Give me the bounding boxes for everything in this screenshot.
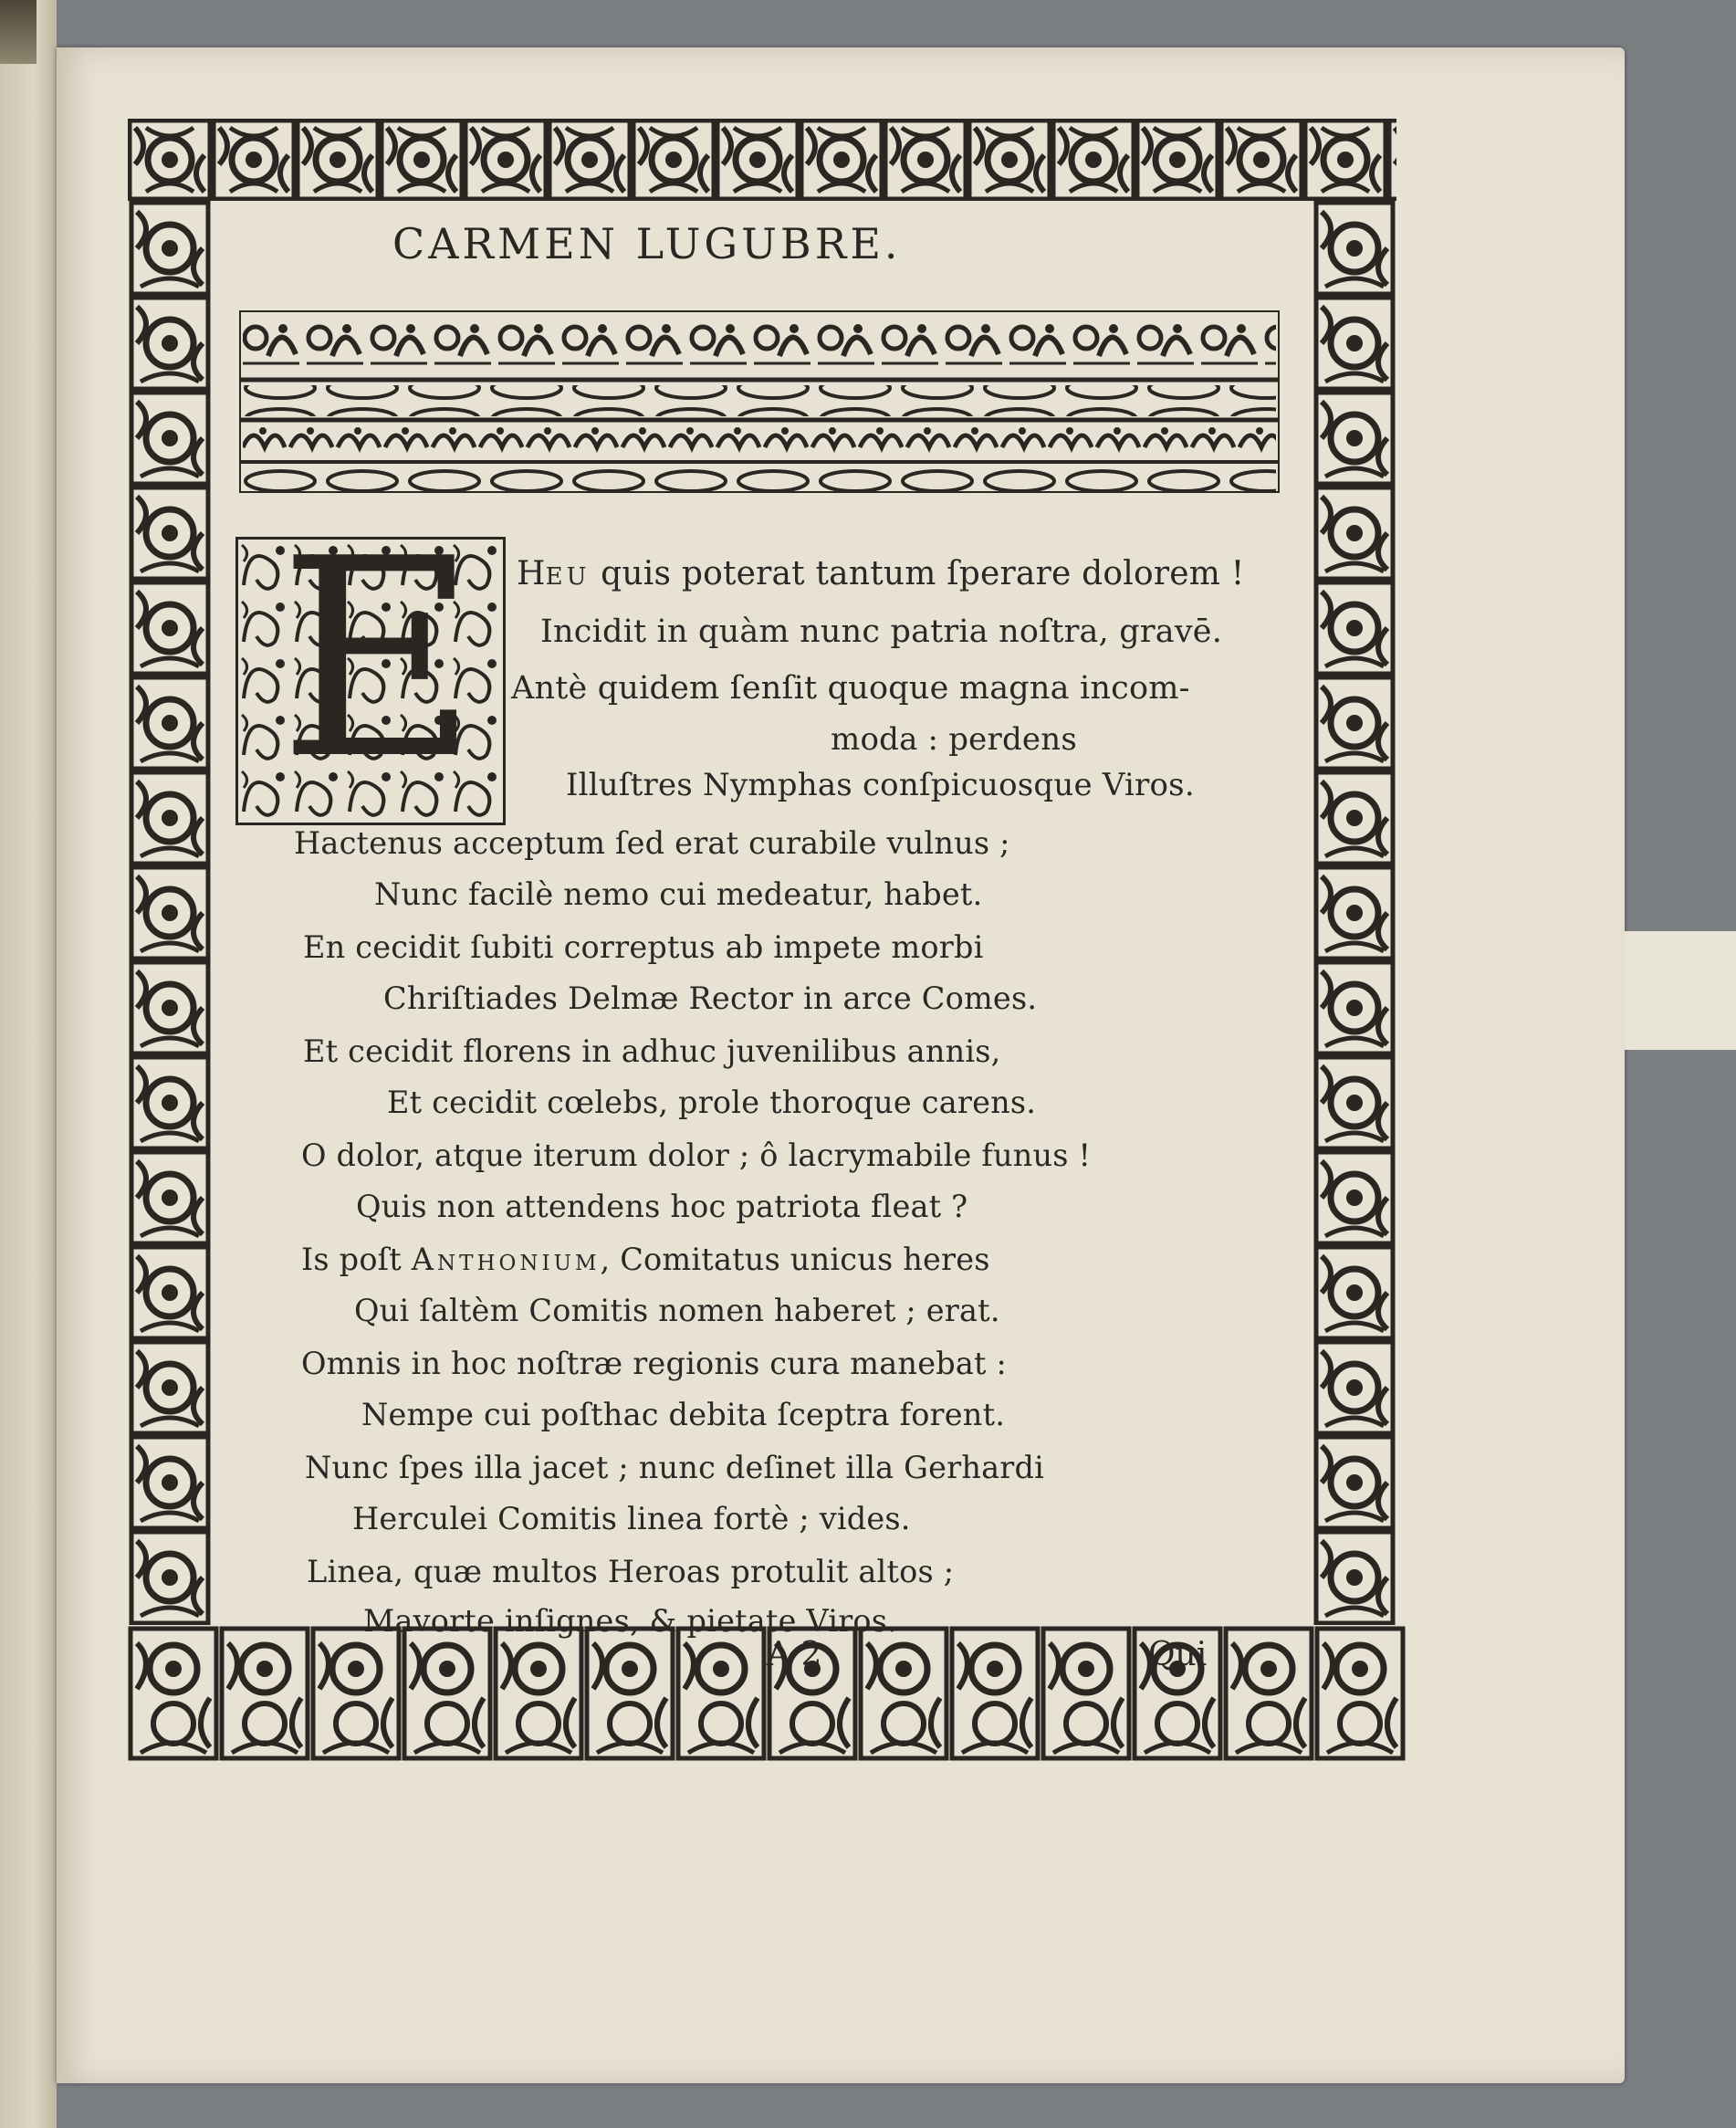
verse-line-4: moda : perdens <box>831 721 1077 758</box>
signature-mark: A 2 <box>767 1636 822 1673</box>
verse-line-9: Chriſtiades Delmæ Rector in arce Comes. <box>383 980 1038 1016</box>
binding-strip <box>0 0 37 64</box>
facing-page-edge <box>0 0 57 2128</box>
verse-line-13: Quis non attendens hoc patriota fleat ? <box>356 1189 968 1224</box>
verse-line-10: Et cecidit florens in adhuc juvenilibus annis, <box>303 1033 1001 1069</box>
verse-line-20: Linea, quæ multos Heroas protulit altos ; <box>307 1554 955 1589</box>
verse-line-8: En cecidit ſubiti correptus ab impete morbi <box>303 929 984 965</box>
verse-line-1: HEU quis poterat tantum ſperare dolorem ! <box>517 555 1245 592</box>
verse-line-5: Illuſtres Nymphas conſpicuosque Viros. <box>566 767 1195 803</box>
decorated-initial <box>235 500 506 825</box>
page-heading: CARMEN LUGUBRE. <box>392 219 902 268</box>
verse-line-12: O dolor, atque iterum dolor ; ô lacrymabile funus ! <box>301 1137 1092 1173</box>
catchword: Qui <box>1148 1636 1208 1673</box>
verse-line-17: Nempe cui poſthac debita ſceptra forent. <box>361 1397 1006 1432</box>
verse-line-19: Herculei Comitis linea fortè ; vides. <box>352 1501 911 1536</box>
border-top <box>128 119 1396 201</box>
headpiece-ornament <box>239 310 1280 493</box>
page-tab <box>1625 931 1736 1050</box>
verse-line-2: Incidit in quàm nunc patria noſtra, gravē. <box>540 613 1223 650</box>
verse-line-16: Omnis in hoc noſtræ regionis cura manebat : <box>301 1346 1008 1381</box>
verse-line-21: Mavorte inſignes, & pietate Viros. <box>363 1603 898 1639</box>
initial-letter: E <box>278 500 478 819</box>
verse-line-11: Et cecidit cœlebs, prole thoroque carens. <box>387 1085 1037 1120</box>
verse-line-15: Qui ſaltèm Comitis nomen haberet ; erat. <box>354 1293 1000 1328</box>
verse-line-14: Is poſt Anthonium, Comitatus unicus heres <box>301 1242 990 1277</box>
verse-line-3: Antè quidem ſenſit quoque magna incom- <box>511 670 1190 707</box>
border-left <box>128 201 212 1625</box>
verse-line-18: Nunc ſpes illa jacet ; nunc deſinet illa Gerhardi <box>305 1450 1045 1485</box>
verse-line-7: Nunc facilè nemo cui medeatur, habet. <box>374 876 983 912</box>
verse-line-6: Hactenus acceptum ſed erat curabile vulnus ; <box>294 825 1010 861</box>
border-right <box>1312 201 1396 1625</box>
